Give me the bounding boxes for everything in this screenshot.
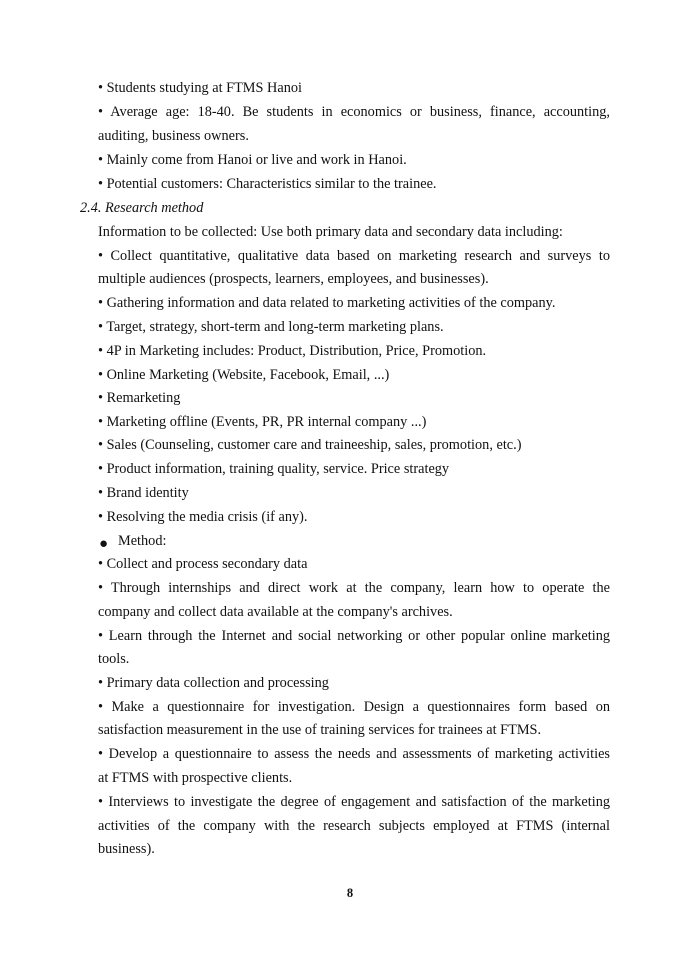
text-line: • Sales (Counseling, customer care and traineeship, sales, promotion, etc.) [98,437,522,453]
text-line: • Online Marketing (Website, Facebook, Email, ...) [98,367,390,383]
text-line: • Marketing offline (Events, PR, PR internal company ...) [98,414,427,430]
text-line: • Mainly come from Hanoi or live and work in Hanoi. [98,152,407,168]
text-line: activities of the company with the research subjects employed at FTMS (internal [98,818,610,834]
text-line: • Target, strategy, short-term and long-term marketing plans. [98,319,444,335]
bullet-icon: ● [99,536,109,552]
text-line: • Collect and process secondary data [98,556,308,572]
text-line: • Primary data collection and processing [98,675,329,691]
text-line: • Interviews to investigate the degree of engagement and satisfaction of the marketing [98,794,610,810]
text-line: • Remarketing [98,390,181,406]
text-line: • Students studying at FTMS Hanoi [98,80,302,96]
text-line: • Make a questionnaire for investigation. Design a questionnaires form based on [98,699,610,715]
text-line: • Potential customers: Characteristics similar to the trainee. [98,176,437,192]
text-line: • 4P in Marketing includes: Product, Distribution, Price, Promotion. [98,343,487,359]
text-line: • Average age: 18-40. Be students in economics or business, finance, accounting, [98,104,610,120]
text-line: at FTMS with prospective clients. [98,770,293,786]
text-line: multiple audiences (prospects, learners, employees, and businesses). [98,271,489,287]
text-line: business). [98,841,155,857]
text-line: auditing, business owners. [98,128,249,144]
text-line: • Collect quantitative, qualitative data based on marketing research and surveys to [98,248,610,264]
text-line: Information to be collected: Use both primary data and secondary data including: [98,224,563,240]
text-line: • Develop a questionnaire to assess the needs and assessments of marketing activities [98,746,610,762]
text-line: • Resolving the media crisis (if any). [98,509,308,525]
text-line: satisfaction measurement in the use of training services for trainees at FTMS. [98,722,542,738]
text-line: • Brand identity [98,485,189,501]
text-line: company and collect data available at the company's archives. [98,604,453,620]
text-line: • Through internships and direct work at the company, learn how to operate the [98,580,610,596]
text-line: • Learn through the Internet and social networking or other popular online marketing [98,628,610,644]
text-line: • Gathering information and data related to marketing activities of the company. [98,295,556,311]
page-number: 8 [346,886,354,900]
section-heading: 2.4. Research method [80,200,204,216]
method-label: Method: [118,533,167,549]
text-line: • Product information, training quality, service. Price strategy [98,461,450,477]
text-line: tools. [98,651,130,667]
